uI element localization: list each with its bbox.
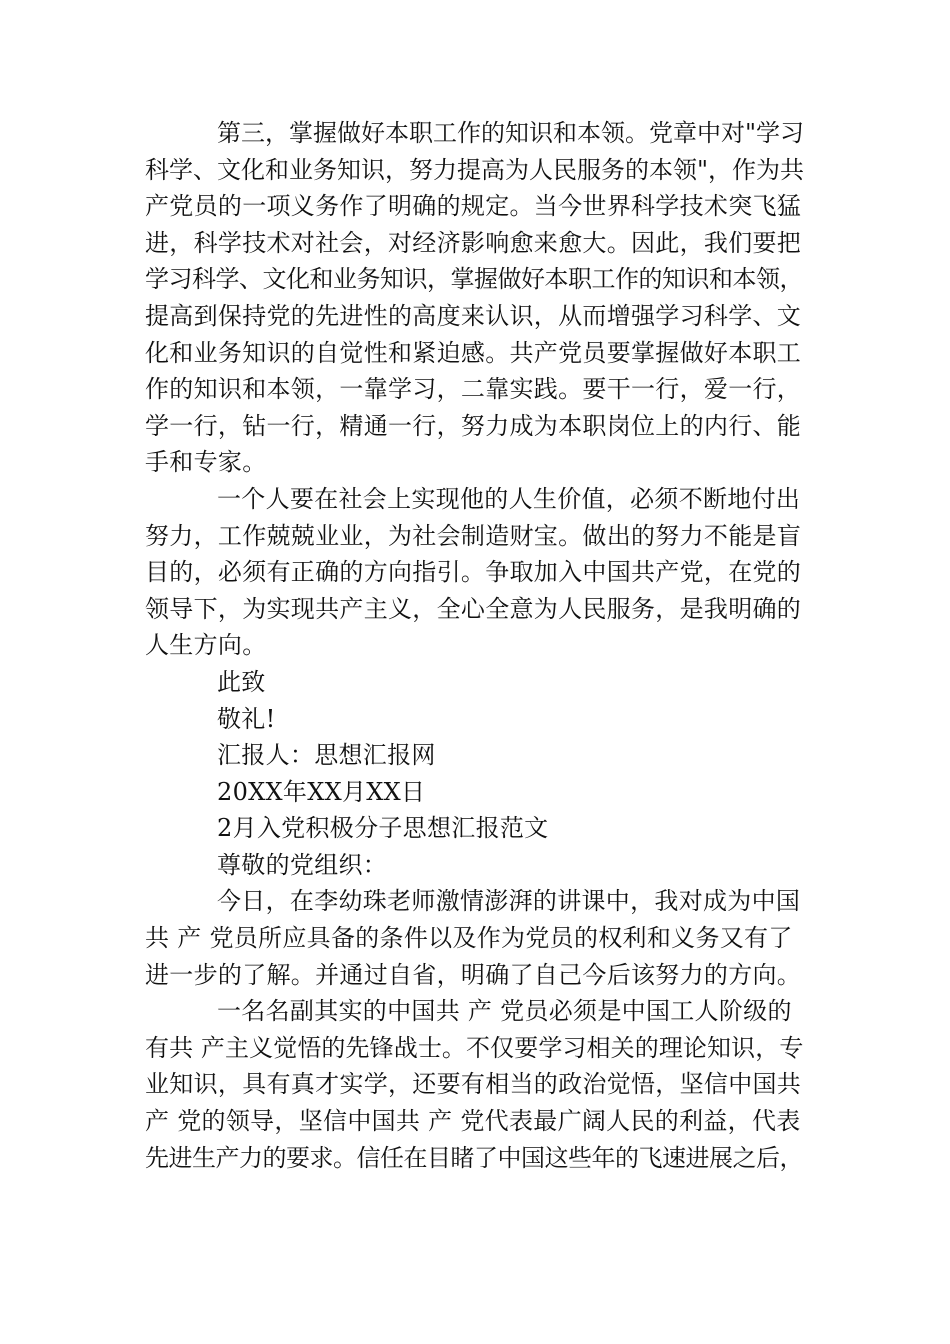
text-line: 科学、文化和业务知识，努力提高为人民服务的本领"，作为共 [145,155,805,184]
text-line: 2月入党积极分子思想汇报范文 [217,814,549,843]
text-line: 共 产 党员所应具备的条件以及作为党员的权利和义务又有了 [145,924,793,953]
document-body [145,115,805,1176]
text-line: 进，科学技术对社会，对经济影响愈来愈大。因此，我们要把 [145,228,802,257]
text-line: 进一步的了解。并通过自省，明确了自己今后该努力的方向。 [145,960,802,989]
text-line: 一个人要在社会上实现他的人生价值，必须不断地付出 [217,484,801,513]
text-line: 产 党的领导，坚信中国共 产 党代表最广阔人民的利益，代表 [145,1107,801,1136]
text-line: 一名名副其实的中国共 产 党员必须是中国工人阶级的 [217,997,792,1026]
text-line: 第三，掌握做好本职工作的知识和本领。党章中对"学习 [217,119,805,147]
text-line: 领导下，为实现共产主义，全心全意为人民服务，是我明确的 [145,594,802,623]
text-line: 努力，工作兢兢业业，为社会制造财宝。做出的努力不能是盲 [145,521,802,550]
text-line: 敬礼! [217,704,276,733]
text-line: 今日，在李幼珠老师激情澎湃的讲课中，我对成为中国 [217,887,801,916]
text-line: 汇报人：思想汇报网 [217,741,436,770]
text-line: 化和业务知识的自觉性和紧迫感。共产党员要掌握做好本职工 [145,338,802,367]
text-line: 此致 [217,667,266,696]
text-line: 20XX年XX月XX日 [217,777,426,806]
text-line: 学习科学、文化和业务知识，掌握做好本职工作的知识和本领， [145,265,803,294]
text-line: 业知识，具有真才实学，还要有相当的政治觉悟，坚信中国共 [145,1070,802,1099]
text-line: 人生方向。 [145,631,267,660]
text-line: 提高到保持党的先进性的高度来认识，从而增强学习科学、文 [145,301,802,330]
text-line: 先进生产力的要求。信任在目睹了中国这些年的飞速进展之后， [145,1143,803,1172]
text-line: 学一行，钻一行，精通一行，努力成为本职岗位上的内行、能 [145,411,802,440]
text-line: 尊敬的党组织： [217,850,388,879]
text-line: 作的知识和本领，一靠学习，二靠实践。要干一行，爱一行， [145,375,802,404]
text-line: 目的，必须有正确的方向指引。争取加入中国共产党，在党的 [145,558,802,587]
text-line: 有共 产主义觉悟的先锋战士。不仅要学习相关的理论知识，专 [145,1033,804,1062]
text-line: 手和专家。 [145,448,267,477]
text-line: 产党员的一项义务作了明确的规定。当今世界科学技术突飞猛 [145,192,802,221]
